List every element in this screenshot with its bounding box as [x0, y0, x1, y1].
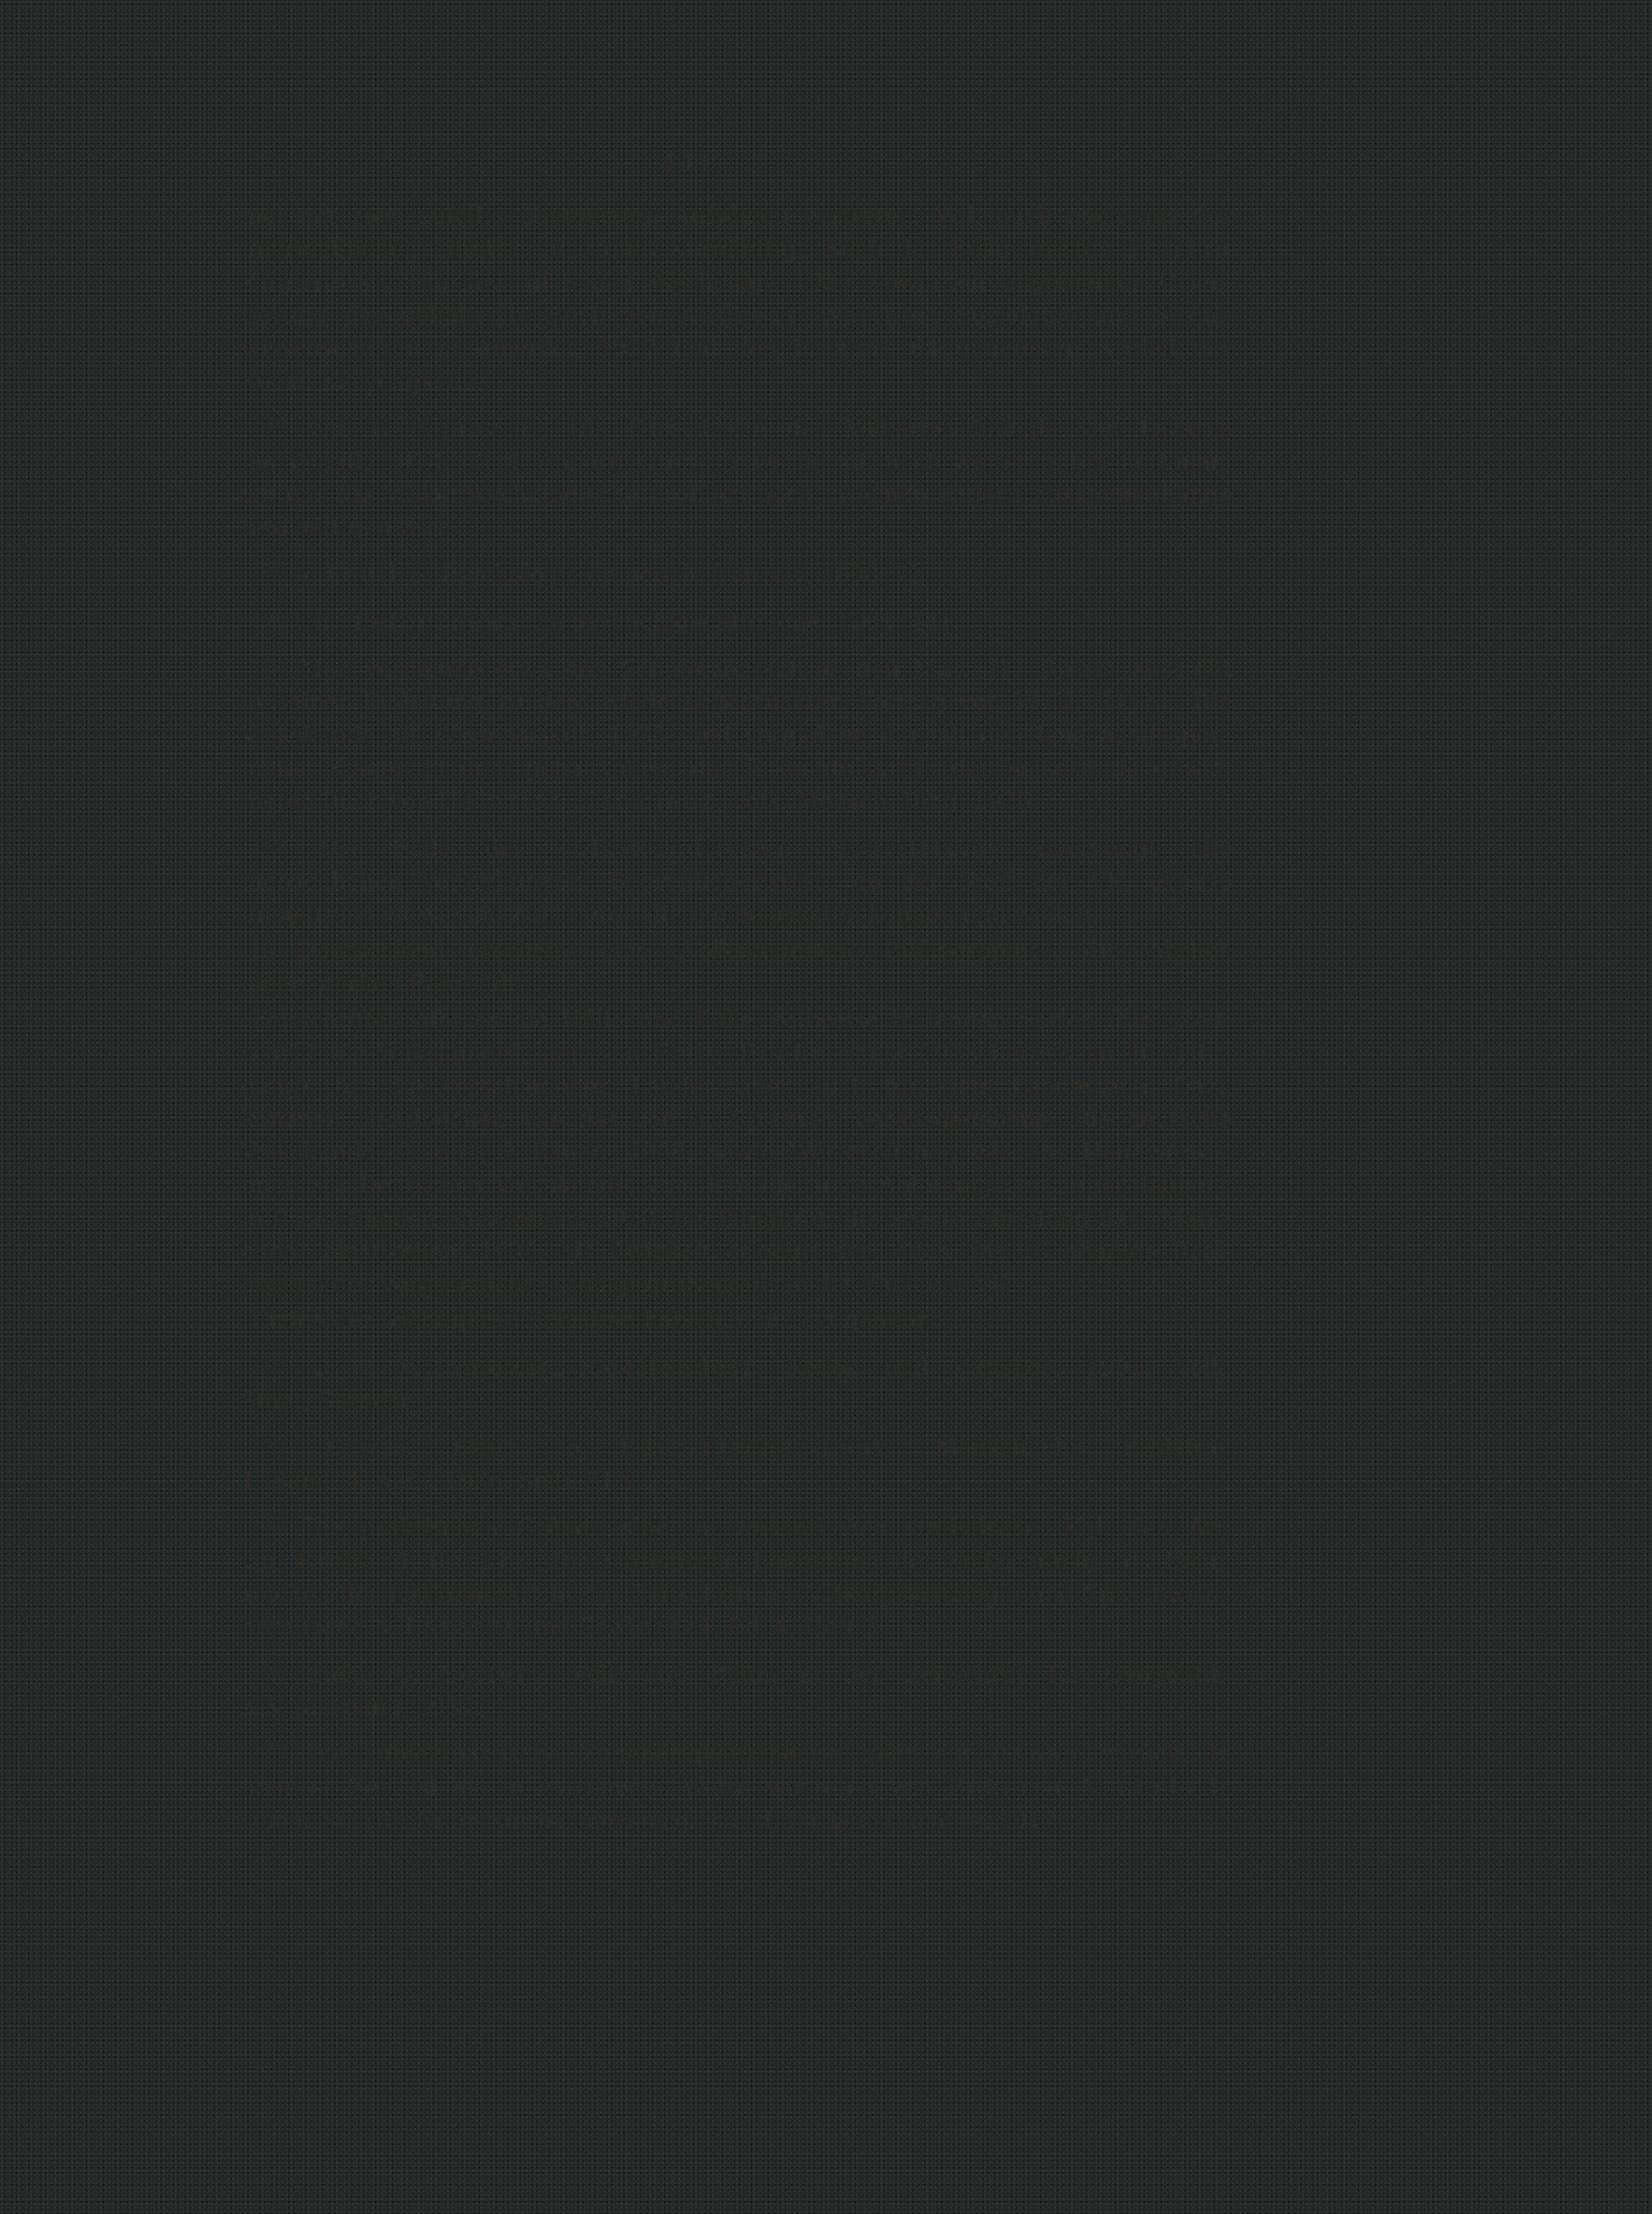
text-line: herausgeg. v. Lazarus und Steinthal, Bd. 4, Heft 3. — [241, 1613, 885, 1641]
text-line: $^{78)}$ Vgl. C. Sganzini, Die Fortschritte der Völkerpsychologie von Lazarus — [259, 415, 1232, 442]
text-line: in 8 Lex-Bänden einstweilen, 1938, bis Pflugbrot, die zweite Abteilung das „Mähr- — [241, 1204, 1232, 1232]
text-line: 1. Band, 4. Aufl., 1936, Seite 81 f. — [241, 1467, 638, 1494]
text-line: $^{82)}$ Die Fülle des volkskundlichen Schrifttums übersteigt alle — [259, 834, 1233, 862]
text-line: unermeßlichen Literatur das ganz vernünftige Buch des Behavioristen Florian — [241, 235, 1232, 263]
text-line: in seiner Einleitung zu dem wiederabgedruckten Vortrag von W. H. Riehl, Die — [241, 688, 1232, 715]
text-line: zeichen der Nationalität“ in der Zeitschrift für Völkerpsychologie und Sprachwiss., — [241, 1580, 1232, 1608]
footnote-81 — [241, 649, 1232, 818]
text-block — [241, 200, 1232, 1837]
footnote-82 — [241, 828, 1232, 931]
footnote-85 — [241, 1508, 1232, 1644]
text-line: nenen Klagen in dem gehaltvollen, der Erkenntniskritik der Volkskunde gewid- — [241, 754, 1232, 782]
text-line: $^{80)}$ Ch. Letourneau, La psychologie ethnique, 1901, 441. — [259, 608, 961, 635]
text-line: Zeitschriften gibt es die Hülle und Fülle, teilweise in langen Serien (die „Zeit- — [251, 1006, 1232, 1033]
text-line: Social Encyclopedia. — [241, 368, 484, 395]
text-line: $^{84)}$ Erwin Baur in Baur-Fischer-Lenz, Menschliche Erblehre, — [259, 1434, 1232, 1461]
text-line: buch zur Deutschen Volkskunde, von dem die erste Abteilung den „Aberglauben“ — [241, 1171, 1232, 1199]
text-line: schrift für Volkskunde“, her. von Fritz Boehm steht 1938 bereits im 46. Jahr- — [241, 1039, 1233, 1067]
text-line: $^{87)}$ Die subjektivistische Zugehörigkeitstheorie geht auf Renan zurück. In — [259, 1741, 1233, 1768]
text-line: $^{79)}$ A. Fouillé, Psychologie du peuple français, 1898, 72. — [259, 561, 931, 588]
footnote-80 — [241, 601, 1232, 639]
footnote-87 — [241, 1734, 1232, 1837]
footnote-86 — [241, 1654, 1232, 1724]
text-line: $^{86)}$ Siehe G. Seifert, Volk und Raum in der Zeitschrift für Geopolitik; — [259, 1660, 1233, 1688]
text-line: mel mit zwei zufällig übersetzten Aufsätzen vertreten. Vgl. auch noch aus der — [241, 202, 1232, 230]
paragraph-continuation — [241, 200, 1232, 398]
paragraph-zeitschriften — [241, 1004, 1232, 1301]
text-line: lexikon der Vorgeschichte schlägt großenteils in das Fach der VK. — [241, 1271, 1016, 1298]
text-line: $^{83)}$ U. v. Wilamowitz-Moellendorf, Reden und Vorträge, 1901. Volk, — [259, 1354, 1232, 1381]
text-line: wo uns das völkerpsychologische Problem noch in einem andern Zusammenhange — [241, 481, 1232, 508]
text-line: gang), für die verschiedenen Länder, aber auch für viele Landesteile. Dazu — [241, 1072, 1232, 1100]
text-line: unbegrenzt ist wie die Zahl derer, die ihn bearbeiten können und wollen. — [241, 900, 1099, 928]
footnote-83 — [241, 1347, 1232, 1418]
text-line: XIV. Jahrgang, 1937. — [241, 1694, 482, 1721]
text-line: beschäftigen wird. — [241, 514, 460, 541]
text-line: Znaniecki, The laws of Social Psychology, 1925, sowie zur allgemeinen Orien- — [241, 268, 1232, 296]
text-line: kommen Handbücher, wie das von A. Spamer herausgegebene: Die deutsche — [241, 1105, 1232, 1133]
paragraph-einige — [241, 1304, 1232, 1337]
page-number: 441 — [660, 149, 714, 178]
text-line: chen“ einstweilen, 1938, bis Ewigkeit erledigt hat. Auch das 16 bändige Real- — [241, 1238, 1232, 1265]
text-line: tierung das gehaltvolle Buch von Andreas Walther, Soziologie und Sozial- — [241, 302, 1233, 329]
text-line: meten Buch von Heinrich Harmjanz, Volk, Mensch, Ding, 1936. — [241, 787, 1039, 815]
text-line: wissenschaften in Amerika, 1927 und den in Anm. 64 genannten Artikel der — [241, 335, 1232, 362]
text-line: In Deutschland erscheint eine „Volkskundliche Bibliographie“, die jährlich — [251, 937, 1232, 964]
text-line: einen starken Band füllt. — [241, 970, 532, 997]
text-line: $^{85)}$ Die praktischen Gründe sind im wesentlichen statistische. Vgl. den Art. — [259, 1514, 1232, 1542]
paragraph-bibliographie — [241, 934, 1232, 1000]
text-line: von Richard Böckh: „Die statistische Bedeutung der Volkssprache als Kenn- — [241, 1547, 1232, 1575]
text-line: menschlichen Vorstellungen. Begreiflicherweise, da der Stoff der VK. ebenso — [241, 867, 1232, 895]
text-line: Volkskunde als Wissenschaft, 1935, und vergleiche ihn mit den lang ausgespon- — [241, 721, 1232, 748]
footnote-78 — [241, 408, 1232, 544]
text-line: bis Wundt, 1913, 33 ff. Andere Literatur werde ich noch weiter unten mitteilen, — [241, 448, 1232, 475]
text-line: Staat, Sprache. — [241, 1387, 423, 1414]
footnote-84 — [241, 1428, 1232, 1498]
text-line: Einige der wichtigeren Schriften habe ich im Text genannt. — [251, 1307, 948, 1334]
text-line: seiner Schrift: Notes sur les moyens de constater la nationalité, 1917. — [241, 1807, 1065, 1834]
footnote-79 — [241, 554, 1232, 592]
text-line: Volkskunde; 2. Aufl, 2 Bände, 1938; sowie Wörterbücher, wie das Handwörter- — [241, 1138, 1232, 1166]
text-line: $^{81)}$ Man vernehme etwa den Schmerzensschrei, den Max H. Böhm ausstößt — [259, 655, 1232, 682]
text-line: neuerer Zeit ist sie in extremster Weise vertreten von Roberto Michels in — [241, 1774, 1233, 1801]
